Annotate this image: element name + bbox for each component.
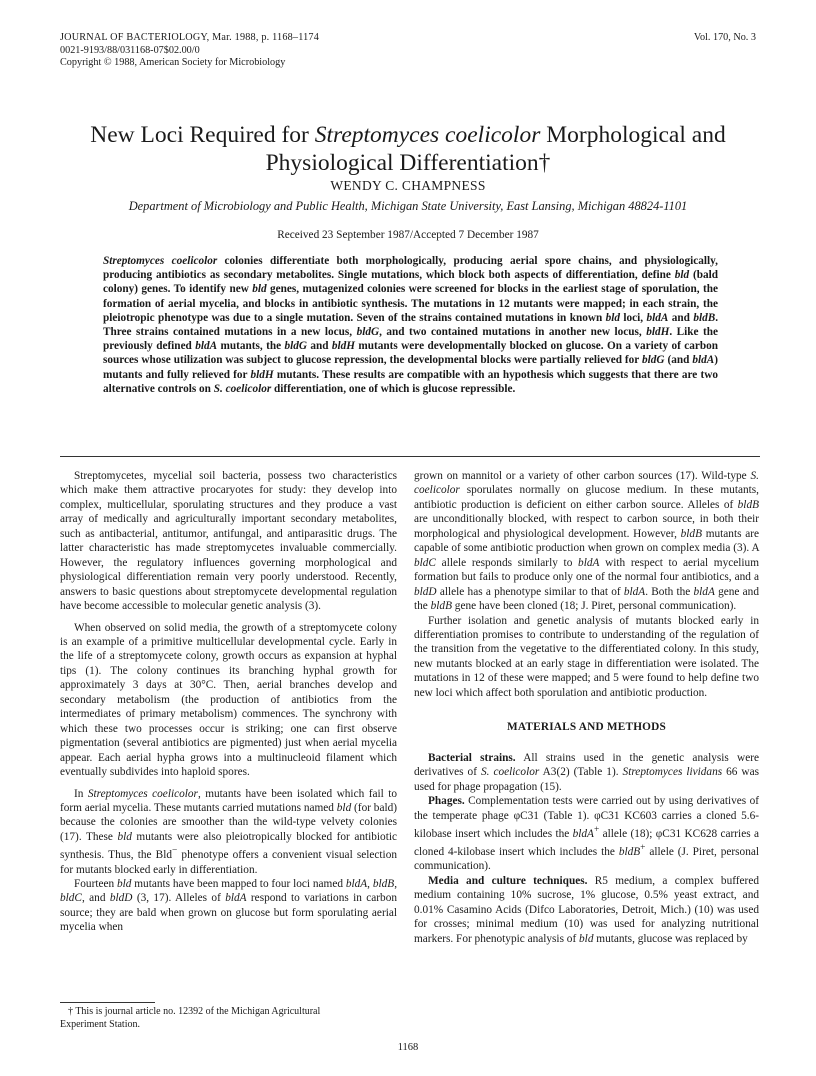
superscript: + <box>593 824 600 835</box>
abstract-text: and <box>306 340 332 353</box>
abstract-text: , and two contained mutations in another new locus, <box>379 326 647 339</box>
page-number: 1168 <box>397 1042 419 1053</box>
superscript: − <box>171 846 178 857</box>
text-run: bld <box>117 830 132 843</box>
abstract-text: colonies differentiate both morphologically, producing aerial spore chains, and physiologically, producing antibiotics as secondary metabolites. Single mutations, which block both aspects of differentiation, define <box>103 255 718 282</box>
left-column <box>60 469 397 935</box>
text-run: gene have been cloned (18; J. Piret, personal communication). <box>451 600 737 613</box>
body-paragraph <box>60 787 397 877</box>
abstract-text: bldG <box>356 326 380 339</box>
text-run: bldB <box>680 527 702 540</box>
text-run: S. coelicolor <box>414 470 759 497</box>
abstract-text: . Like the previously defined <box>103 326 718 353</box>
text-run: bldB <box>430 600 452 613</box>
text-run: bld <box>579 932 594 945</box>
abstract <box>103 254 718 396</box>
abstract-text: genes, mutagenized colonies were screened for blocks in the earliest stage of sporulation, the formation of aerial mycelia, and blocks in antibiotic synthesis. The mutations in 12 mutants were mapped; in each strain, the pleiotropic phenotype was due to a single mutation. Seven of the strains contained mutations in known <box>103 283 718 324</box>
text-run: gene and the <box>414 585 759 613</box>
body-paragraph <box>414 794 759 874</box>
text-run: . Both the <box>645 585 694 598</box>
received-dates: Received 23 September 1987/Accepted 7 December 1987 <box>277 229 539 241</box>
abstract-text: Streptomyces coelicolor <box>103 255 218 267</box>
text-run: mutants have been mapped to four loci named <box>131 878 346 890</box>
abstract-text: ) mutants and fully relieved for <box>103 354 718 381</box>
abstract-text: bldH <box>250 368 274 381</box>
issn-code: 0021-9193/88/031168-07$02.00/0 <box>60 44 200 56</box>
superscript: + <box>640 843 646 854</box>
text-run: 66 was used for phage propagation (15). <box>414 766 760 793</box>
text-run: , <box>367 878 373 890</box>
title-part: Morphological and Physiological Differentiation† <box>265 122 726 176</box>
author-name: WENDY C. CHAMPNESS <box>330 178 486 193</box>
text-run: bldD <box>109 892 133 905</box>
title-species: Streptomyces coelicolor <box>314 122 541 148</box>
abstract-text: S. coelicolor <box>213 382 272 395</box>
body-paragraph: Streptomycetes, mycelial soil bacteria, possess two characteristics which make them attractive procaryotes for study: they develop into complex, multicellular, sporulating structures and they produce a vast array of medically and agriculturally important secondary metabolites, such as antibacterial, antitumor, antifungal, and antiparasitic drugs. The latter characteristic has made streptomycetes invaluable commercially. However, the regulatory influences governing morphological and physiological differentiation remain very poorly understood. Recently, answers to basic questions about streptomycete developmental regulation have become accessible to molecular genetic analysis (3). <box>60 470 397 613</box>
text-run: respond to variations in carbon source; they are bald when grown on glucose but form sporulating aerial mycelia when <box>60 892 397 934</box>
abstract-text: bldH <box>646 326 670 339</box>
text-run: grown on mannitol or a variety of other carbon sources (17). Wild-type <box>414 470 751 482</box>
abstract-text: bldA <box>646 311 669 324</box>
body-paragraph: When observed on solid media, the growth of a streptomycete colony is an example of a primitive multicellular developmental cycle. Early in the life of a streptomycete colony, growth occurs as expansion at hyphal tips (1). The colony continues its branching hyphal growth for approximately 3 days at 30°C. Then, aerial branches develop and secondary metabolism (the production of antibiotics from the intermediates of primary metabolism) commences. The synchrony with which these two processes occur is striking; one can first observe pigmentation (several antibiotics are pigmented) just when aerial mycelia appear. Each aerial hypha grows into a multinucleoid filament which eventually subdivides into haploid spores. <box>60 621 397 779</box>
abstract-text: mutants. These results are compatible with an hypothesis which suggests that there are two alternative controls on <box>103 368 718 395</box>
footnote-divider <box>60 1002 155 1003</box>
text-run: with respect to aerial mycelium formation but fails to produce only one of the normal four antibiotics, and a <box>414 556 759 584</box>
section-heading: MATERIALS AND METHODS <box>506 721 667 734</box>
text-run: Streptomyces coelicolor <box>87 787 198 800</box>
text-run: Fourteen <box>74 878 117 890</box>
body-paragraph <box>60 877 397 935</box>
text-run: In <box>74 787 88 800</box>
abstract-text: bldG <box>284 340 307 353</box>
abstract-text: (and <box>664 354 693 367</box>
abstract-text: mutants were developmentally blocked on glucose. On a variety of carbon sources whose utilization was subject to glucose repression, the developmental blocks were partially relieved for <box>103 340 719 367</box>
text-run: bldC <box>414 556 436 569</box>
text-run: , and <box>81 892 110 905</box>
abstract-text: differentiation, one of which is glucose repressible. <box>271 382 516 395</box>
affiliation: Department of Microbiology and Public Health, Michigan State University, East Lansing, Michigan 48824-1101 <box>128 199 688 213</box>
text-run: S. coelicolor <box>480 766 540 779</box>
body-paragraph <box>414 469 759 614</box>
abstract-text: bldB <box>693 311 716 324</box>
abstract-text: . Three strains contained mutations in a new locus, <box>103 311 719 339</box>
text-run: , <box>394 878 398 890</box>
abstract-text: bld <box>252 283 267 296</box>
text-run: allele responds similarly to <box>435 556 579 569</box>
title-part: New Loci Required for <box>90 122 315 148</box>
text-run: All strains used in the genetic analysis were derivatives of <box>414 751 760 779</box>
text-run: bldD <box>414 585 437 598</box>
abstract-text: bldA <box>195 340 218 353</box>
text-run: bldB <box>372 878 395 890</box>
text-run: bldA <box>572 827 594 840</box>
abstract-text: loci, <box>620 311 647 324</box>
abstract-text: mutants, the <box>217 340 285 353</box>
text-run: bldA <box>225 892 247 905</box>
abstract-text: bldG <box>642 354 665 367</box>
text-run: sporulates normally on glucose medium. In these mutants, antibiotic production is deficient on either carbon source. Alleles of <box>414 484 759 511</box>
text-run: phenotype offers a convenient visual selection for mutants blocked early in differentiation. <box>60 849 397 876</box>
text-run: mutants are capable of some antibiotic production when grown on complex media (3). A <box>414 527 759 555</box>
footnote <box>60 1006 397 1031</box>
body-paragraph <box>414 751 759 794</box>
text-run: bldB <box>618 845 641 858</box>
text-run: bld <box>336 801 352 814</box>
journal-citation: JOURNAL OF BACTERIOLOGY, Mar. 1988, p. 1168–1174 <box>60 32 320 43</box>
footnote-line: Experiment Station. <box>60 1018 140 1030</box>
text-run: are unconditionally blocked, with respect to carbon source, in both their morphological and physiological development. However, <box>414 513 759 540</box>
text-run: A3(2) (Table 1). <box>539 766 623 779</box>
text-run: Complementation tests were carried out by using derivatives of the temperate phage φC31 (Table 1). φC31 KC603 carries a cloned 5.6-kilobase insert which includes the <box>414 795 759 840</box>
abstract-divider <box>60 456 760 457</box>
text-run: bldA <box>578 556 600 569</box>
abstract-text: bldA <box>692 354 715 367</box>
footnote-line: † This is journal article no. 12392 of the Michigan Agricultural <box>68 1006 321 1017</box>
body-paragraph: Further isolation and genetic analysis of mutants blocked early in differentiation promises to contribute to understanding of the regulation of the transition from the vegetative to the differentiated colony. In this study, new mutants blocked at an early stage in differentiation were isolated. The mutations in 12 of these were mapped; and 5 were found to help define two new loci which affect both sporulation and antibiotic production. <box>414 614 759 699</box>
text-run: (3, 17). Alleles of <box>132 892 226 905</box>
text-run: bldA <box>623 585 646 598</box>
running-header <box>60 32 319 70</box>
text-run: mutants were also pleiotropically blocked for antibiotic synthesis. Thus, the Bld <box>60 830 397 862</box>
run-in-heading: Media and culture techniques. <box>428 874 588 887</box>
abstract-text: bldH <box>331 340 356 353</box>
text-run: mutants, glucose was replaced by <box>593 932 748 945</box>
run-in-heading: Phages. <box>428 795 465 808</box>
abstract-text: (bald colony) genes. To identify new <box>103 269 718 296</box>
right-column <box>414 469 759 946</box>
text-run: bldB <box>737 498 759 511</box>
text-run: Streptomyces lividans <box>622 766 723 779</box>
abstract-text: bld <box>605 311 620 324</box>
body-paragraph <box>414 874 759 946</box>
text-run: (for bald) because the colonies are smoother than the wild-type velvety colonies (17). These <box>60 801 398 843</box>
text-run: allele (J. Piret, personal communication). <box>414 845 759 873</box>
text-run: bldA <box>345 878 368 890</box>
text-run: bld <box>117 878 132 890</box>
text-run: R5 medium, a complex buffered medium containing 10% sucrose, 1% glucose, 0.5% yeast extract, and 0.01% Casamino Acids (Difco Laboratories, Detroit, Mich.) (10) was used for crosses; minimal medium (10) was used for analyzing nutritional markers. For phenotypic analysis of <box>414 874 759 945</box>
text-run: bldC <box>60 892 82 905</box>
text-run: , mutants have been isolated which fail to form aerial mycelia. These mutants carried mutations named <box>60 787 397 814</box>
copyright-line: Copyright © 1988, American Society for Microbiology <box>60 57 286 69</box>
run-in-heading: Bacterial strains. <box>428 751 516 764</box>
text-run: bldA <box>693 585 715 598</box>
abstract-text: and <box>668 311 694 324</box>
article-title <box>40 121 776 177</box>
volume-issue: Vol. 170, No. 3 <box>693 32 756 43</box>
abstract-text: bld <box>674 269 690 282</box>
text-run: allele has a phenotype similar to that of <box>436 585 624 598</box>
text-run: allele (18); φC31 KC628 carries a cloned 4-kilobase insert which includes the <box>414 827 759 858</box>
